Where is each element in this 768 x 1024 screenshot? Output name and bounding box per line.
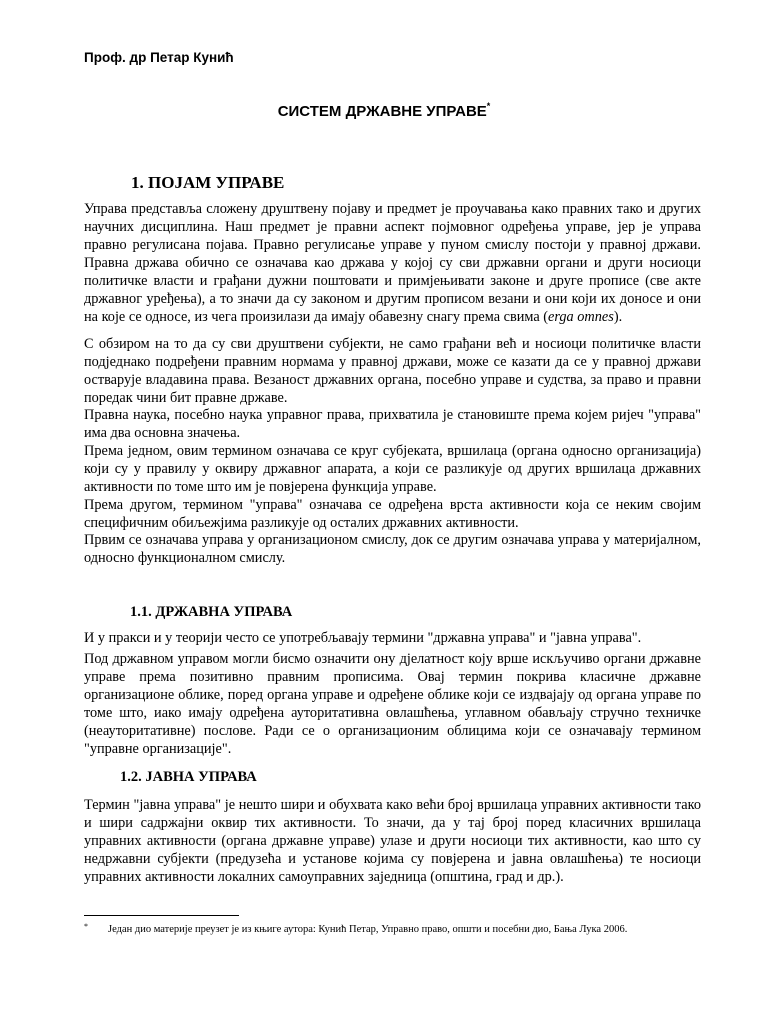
footnote-separator: [84, 915, 239, 916]
section-heading-1: 1. ПОЈАМ УПРАВЕ: [131, 173, 285, 192]
paragraph: Правна наука, посебно наука управног права, прихватила је становиште према којем ријеч "управа" има два основна значења.: [84, 407, 701, 441]
section-heading-1-1: 1.1. ДРЖАВНА УПРАВА: [130, 604, 293, 620]
title-footnote-mark[interactable]: *: [486, 101, 491, 111]
footnote-mark: *: [84, 922, 88, 931]
document-title: [0, 103, 768, 120]
footnote: [84, 922, 627, 935]
document-title-text: СИСТЕМ ДРЖАВНЕ УПРАВЕ: [277, 103, 487, 120]
paragraph: С обзиром на то да су сви друштвени субјекти, не само грађани већ и носиоци политичке власти подједнако подређени правним нормама у правној држави, може се казати да се у правној држави остварује владавина права. Везаност државних органа, посебно управе и судства, за право и правни поредак чини бит правне државе.: [84, 336, 701, 406]
latin-term: erga omnes: [548, 309, 614, 325]
section-heading-1-2: 1.2. ЈАВНА УПРАВА: [120, 769, 257, 785]
footnote-text: Један дио материје преузет је из књиге аутора: Кунић Петар, Управно право, општи и посебни дио, Бања Лука 2006.: [108, 924, 628, 935]
paragraph: Првим се означава управа у организационом смислу, док се другим означава управа у материјалном, односно функционалном смислу.: [84, 532, 701, 566]
paragraph: Управа представља сложену друштвену појаву и предмет је проучавања како правних тако и других научних дисциплина. Наш предмет је правни аспект појмовног одређења управе, јер је управа правно регулисана појава. Правно регулисање управе у пуном смислу постоји у правној држави. Правна држава обично се означава као држава у којој су сви државни органи и други носиоци политичке власти и грађани дужни поштовати и примјењивати законе и друге прописе (све акте државног уређења), а то значи да су законом и другим прописом везани и они који их доносе и они на које се односе, из чега произилази да имају обавезну снагу према свима (erga omnes).: [84, 201, 701, 325]
author-line: Проф. др Петар Кунић: [84, 50, 234, 65]
paragraph: Термин "јавна управа" је нешто шири и обухвата како већи број вршилаца управних активности тако и шири садржајни оквир тих активности. То значи, да у тај број поред класичних вршилаца управних активности (органа државне управе) улазе и други носиоци тих активности, као што су недржавни субјекти (предузећа и установе којима су повјерена и јавна овлашћења) те носиоци управних активности локалних самоуправних заједница (општина, град и др.).: [84, 797, 701, 885]
paragraph: Према једном, овим термином означава се круг субјеката, вршилаца (органа односно организација) који су у правилу у оквиру државног апарата, а који се разликује од других вршилаца државних активности по томе што им је повјерена функција управе.: [84, 443, 701, 495]
paragraph: Под државном управом могли бисмо означити ону дјелатност коју врше искључиво органи државне управе према позитивно правним прописима. Овај термин покрива класичне државне организационе облике, поред органа управе и одређене облике који се издвајају од органа управе по томе што, иако имају одређена ауторитативна овлашћења, углавном обављају стручно техничке (неауторитативне) послове. Ради се о организационим облицима који се означавају термином "управне организације".: [84, 651, 701, 757]
paragraph: Према другом, термином "управа" означава се одређена врста активности која се неким својим специфичним обиљежјима разликује од осталих државних активности.: [84, 497, 701, 531]
paragraph: И у пракси и у теорији често се употребљавају термини "државна управа" и "јавна управа".: [84, 630, 642, 646]
